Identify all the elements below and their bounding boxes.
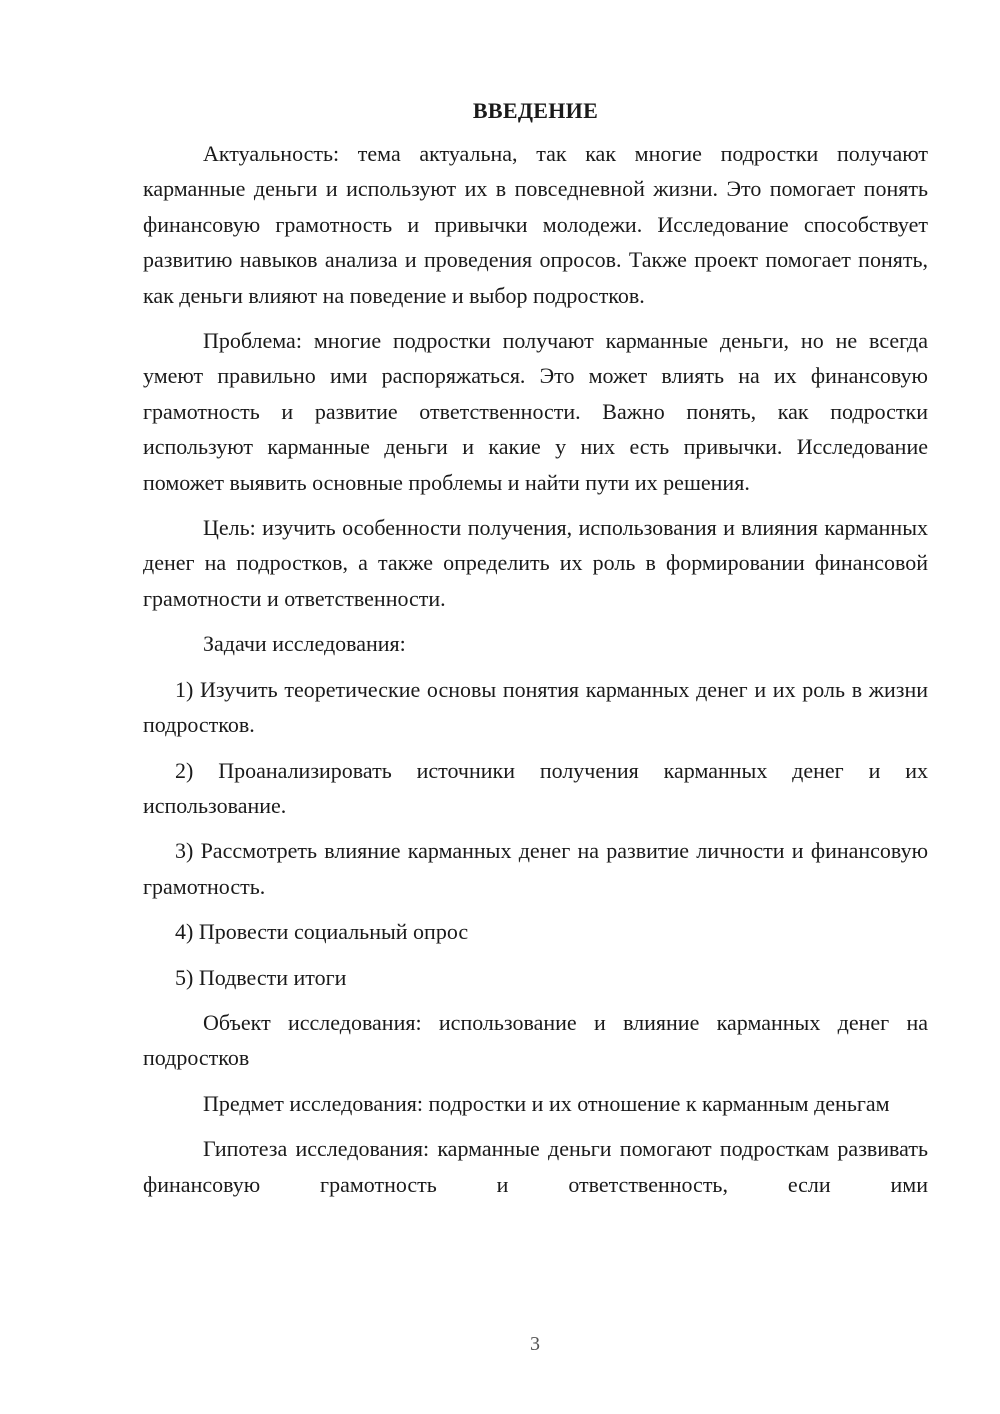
- paragraph-hypothesis: Гипотеза исследования: карманные деньги помогают подросткам развивать финансовую грамотность и ответственность, если ими: [143, 1136, 928, 1197]
- paragraph-subject: Предмет исследования: подростки и их отношение к карманным деньгам: [203, 1090, 890, 1116]
- task-item-2: 2) Проанализировать источники получения карманных денег и их использование.: [143, 757, 928, 818]
- task-item-5: 5) Подвести итоги: [175, 964, 347, 990]
- paragraph-relevance: Актуальность: тема актуальна, так как многие подростки получают карманные деньги и используют их в повседневной жизни. Это помогает понять финансовую грамотность и привычки молодежи. Исследование способствует развитию навыков анализа и проведения опросов. Также проект помогает понять, как деньги влияют на поведение и выбор подростков.: [143, 141, 928, 308]
- task-item-3: 3) Рассмотреть влияние карманных денег на развитие личности и финансовую грамотность.: [143, 838, 928, 899]
- section-title: ВВЕДЕНИЕ: [472, 98, 599, 123]
- page-content: [143, 96, 928, 1212]
- paragraph-problem: Проблема: многие подростки получают карманные деньги, но не всегда умеют правильно ими распоряжаться. Это может влиять на их финансовую грамотность и развитие ответственности. Важно понять, как подростки используют карманные деньги и какие у них есть привычки. Исследование поможет выявить основные проблемы и найти пути их решения.: [143, 328, 928, 495]
- task-item-1: 1) Изучить теоретические основы понятия карманных денег и их роль в жизни подростков.: [143, 676, 928, 738]
- tasks-heading: Задачи исследования:: [203, 631, 406, 657]
- paragraph-goal: Цель: изучить особенности получения, использования и влияния карманных денег на подростков, а также определить их роль в формировании финансовой грамотности и ответственности.: [143, 515, 928, 611]
- paragraph-object: Объект исследования: использование и влияние карманных денег на подростков: [143, 1009, 928, 1071]
- page-number: 3: [530, 1333, 540, 1355]
- task-item-4: 4) Провести социальный опрос: [175, 919, 469, 945]
